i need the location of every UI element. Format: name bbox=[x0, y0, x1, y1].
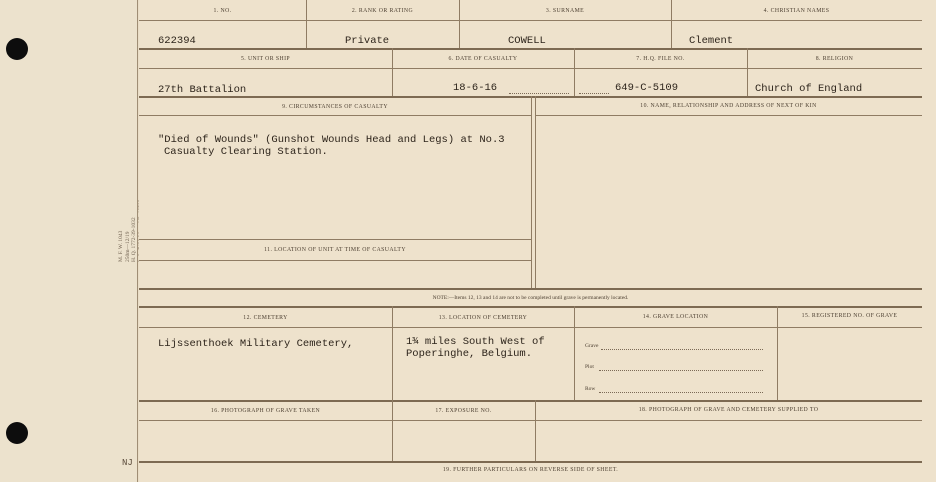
next-of-kin-label: 10. NAME, RELATIONSHIP AND ADDRESS OF NEXT OF KIN bbox=[640, 103, 817, 109]
cemetery-location-line-1: 1¾ miles South West of bbox=[406, 336, 545, 348]
christian-names-value: Clement bbox=[689, 35, 734, 47]
photo-supplied-label: 18. PHOTOGRAPH OF GRAVE AND CEMETERY SUPPLIED TO bbox=[638, 407, 819, 413]
row-field-label: Row bbox=[585, 386, 596, 392]
registered-no-label: 15. REGISTERED NO. OF GRAVE bbox=[801, 313, 898, 319]
rank-label: 2. RANK OR RATING bbox=[351, 8, 414, 14]
circumstances-line-1: "Died of Wounds" (Gunshot Wounds Head and Legs) at No.3 bbox=[158, 134, 505, 146]
circumstances-line-2: Casualty Clearing Station. bbox=[164, 146, 328, 158]
date-value: 18-6-16 bbox=[453, 82, 498, 94]
surname-value: COWELL bbox=[508, 35, 546, 47]
completion-note: NOTE:—Items 12, 13 and 14 are not to be completed until grave is permanently located. bbox=[432, 295, 629, 301]
casualty-card bbox=[139, 0, 936, 482]
cemetery-value: Lijssenthoek Military Cemetery, bbox=[158, 338, 354, 350]
religion-value: Church of England bbox=[755, 83, 863, 95]
unit-label: 5. UNIT OR SHIP bbox=[240, 56, 291, 62]
punch-hole-top bbox=[6, 38, 28, 60]
hq-file-no-value: 649-C-5109 bbox=[615, 82, 679, 94]
location-of-unit-label: 11. LOCATION OF UNIT AT TIME OF CASUALTY bbox=[264, 247, 406, 253]
unit-value: 27th Battalion bbox=[158, 84, 247, 96]
file-no-label: 7. H.Q. FILE NO. bbox=[636, 56, 685, 62]
grave-field-label: Grave bbox=[585, 343, 599, 349]
punch-hole-bottom bbox=[6, 422, 28, 444]
surname-label: 3. SURNAME bbox=[545, 8, 585, 14]
grave-location-label: 14. GRAVE LOCATION bbox=[642, 314, 709, 320]
service-number: 622394 bbox=[158, 35, 196, 47]
cemetery-location-line-2: Poperinghe, Belgium. bbox=[406, 348, 533, 360]
exposure-no-label: 17. EXPOSURE NO. bbox=[435, 408, 492, 414]
circumstances-label: 9. CIRCUMSTANCES OF CASUALTY bbox=[282, 104, 388, 110]
photo-taken-label: 16. PHOTOGRAPH OF GRAVE TAKEN bbox=[210, 408, 321, 414]
rank-value: Private bbox=[345, 35, 390, 47]
clerk-initials: NJ bbox=[122, 458, 133, 468]
date-label: 6. DATE OF CASUALTY bbox=[448, 56, 518, 62]
printer-reference-note: M. F. W. 1043 250m—12/19 H. Q. 1772-39-1032 bbox=[118, 217, 137, 262]
further-particulars-label: 19. FURTHER PARTICULARS ON REVERSE SIDE OF SHEET. bbox=[442, 467, 619, 473]
no-label: 1. NO. bbox=[213, 8, 232, 14]
plot-field-label: Plot bbox=[585, 364, 594, 370]
cemetery-label: 12. CEMETERY bbox=[243, 315, 288, 321]
religion-label: 8. RELIGION bbox=[815, 56, 854, 62]
left-stub bbox=[0, 0, 138, 482]
cemetery-location-label: 13. LOCATION OF CEMETERY bbox=[438, 315, 528, 321]
christian-names-label: 4. CHRISTIAN NAMES bbox=[763, 8, 830, 14]
